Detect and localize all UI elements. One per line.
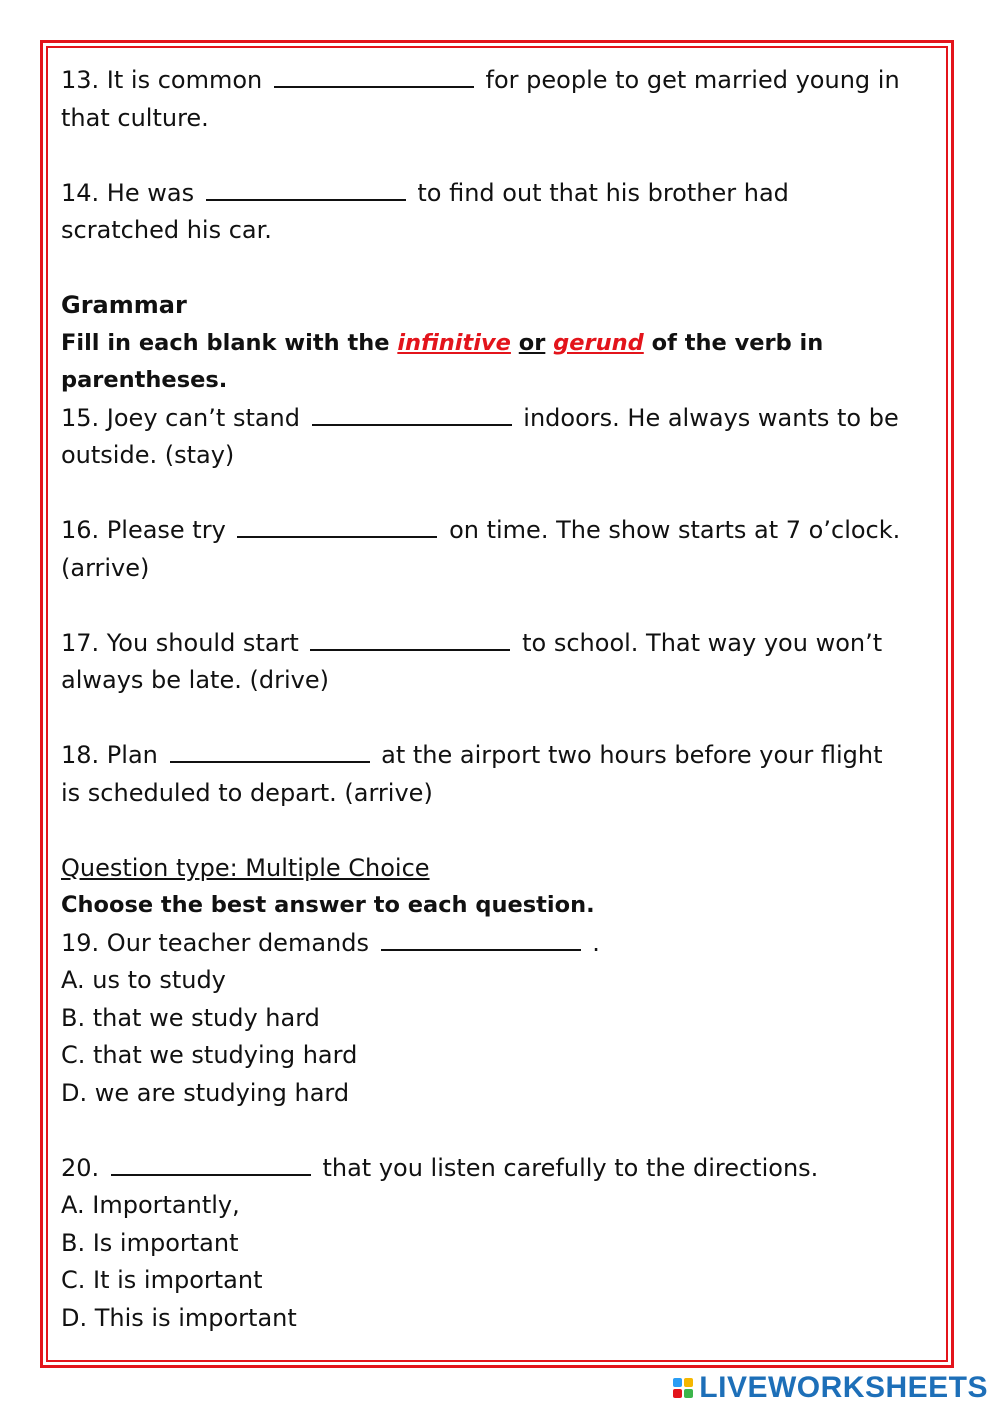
- q20-option-b[interactable]: B. Is important: [61, 1228, 239, 1257]
- question-type-label: Question type: Multiple Choice: [61, 853, 430, 882]
- q18-continuation: is scheduled to depart. (arrive): [61, 778, 433, 807]
- liveworksheets-logo[interactable]: [673, 1370, 988, 1406]
- q20-option-c[interactable]: C. It is important: [61, 1266, 263, 1294]
- q17-continuation: always be late. (drive): [61, 666, 329, 694]
- question-16: [61, 512, 926, 550]
- question-20: [61, 1150, 926, 1188]
- q16-continuation: (arrive): [61, 553, 150, 582]
- q19-text-before: 19. Our teacher demands: [61, 928, 369, 957]
- instruction-text-2: of the verb in: [651, 329, 824, 356]
- instruction-text-3: parentheses.: [61, 367, 228, 393]
- gerund-emphasis: gerund: [553, 329, 644, 356]
- q13-continuation: that culture.: [61, 103, 209, 132]
- q20-text-before: 20.: [61, 1153, 100, 1182]
- question-17: [61, 625, 926, 663]
- q16-text-after: on time. The show starts at 7 o’clock.: [449, 516, 901, 544]
- infinitive-emphasis: infinitive: [397, 329, 511, 356]
- q13-text-before: 13. It is common: [61, 66, 263, 94]
- q17-text-after: to school. That way you won’t: [522, 628, 883, 657]
- question-14: [61, 175, 926, 213]
- q20-text-after: that you listen carefully to the directions.: [322, 1153, 819, 1182]
- q20-option-d[interactable]: D. This is important: [61, 1303, 297, 1332]
- q18-text-before: 18. Plan: [61, 741, 158, 769]
- question-19: [61, 925, 926, 963]
- q15-text-after: indoors. He always wants to be: [523, 403, 899, 432]
- q14-text-before: 14. He was: [61, 178, 195, 207]
- q19-option-b[interactable]: B. that we study hard: [61, 1003, 320, 1032]
- logo-icon: [673, 1378, 693, 1398]
- q14-text-after: to find out that his brother had: [417, 178, 789, 207]
- instruction-text-1: Fill in each blank with the: [61, 329, 390, 356]
- question-18: [61, 737, 926, 775]
- mc-instruction: Choose the best answer to each question.: [61, 892, 595, 918]
- q19-text-after: .: [592, 928, 600, 957]
- q15-blank[interactable]: [312, 404, 512, 426]
- q20-blank[interactable]: [111, 1154, 311, 1176]
- q18-text-after: at the airport two hours before your flight: [381, 741, 883, 769]
- grammar-heading: Grammar: [61, 291, 187, 319]
- grammar-instruction: [61, 325, 926, 363]
- q19-blank[interactable]: [381, 929, 581, 951]
- q19-option-d[interactable]: D. we are studying hard: [61, 1078, 350, 1107]
- q16-blank[interactable]: [237, 516, 437, 538]
- question-13: [61, 62, 926, 100]
- q20-option-a[interactable]: A. Importantly,: [61, 1191, 240, 1219]
- q13-blank[interactable]: [274, 66, 474, 88]
- q16-text-before: 16. Please try: [61, 516, 226, 544]
- q19-option-c[interactable]: C. that we studying hard: [61, 1041, 358, 1069]
- q17-text-before: 17. You should start: [61, 628, 299, 657]
- q15-continuation: outside. (stay): [61, 441, 235, 469]
- question-15: [61, 400, 926, 438]
- q14-continuation: scratched his car.: [61, 216, 272, 244]
- instruction-or: or: [518, 329, 546, 356]
- worksheet-content: [61, 62, 926, 1337]
- q17-blank[interactable]: [310, 629, 510, 651]
- q19-option-a[interactable]: A. us to study: [61, 966, 226, 994]
- logo-text: LIVEWORKSHEETS: [699, 1371, 988, 1404]
- q14-blank[interactable]: [206, 179, 406, 201]
- q18-blank[interactable]: [170, 741, 370, 763]
- q13-text-after: for people to get married young in: [485, 66, 900, 94]
- q15-text-before: 15. Joey can’t stand: [61, 403, 301, 432]
